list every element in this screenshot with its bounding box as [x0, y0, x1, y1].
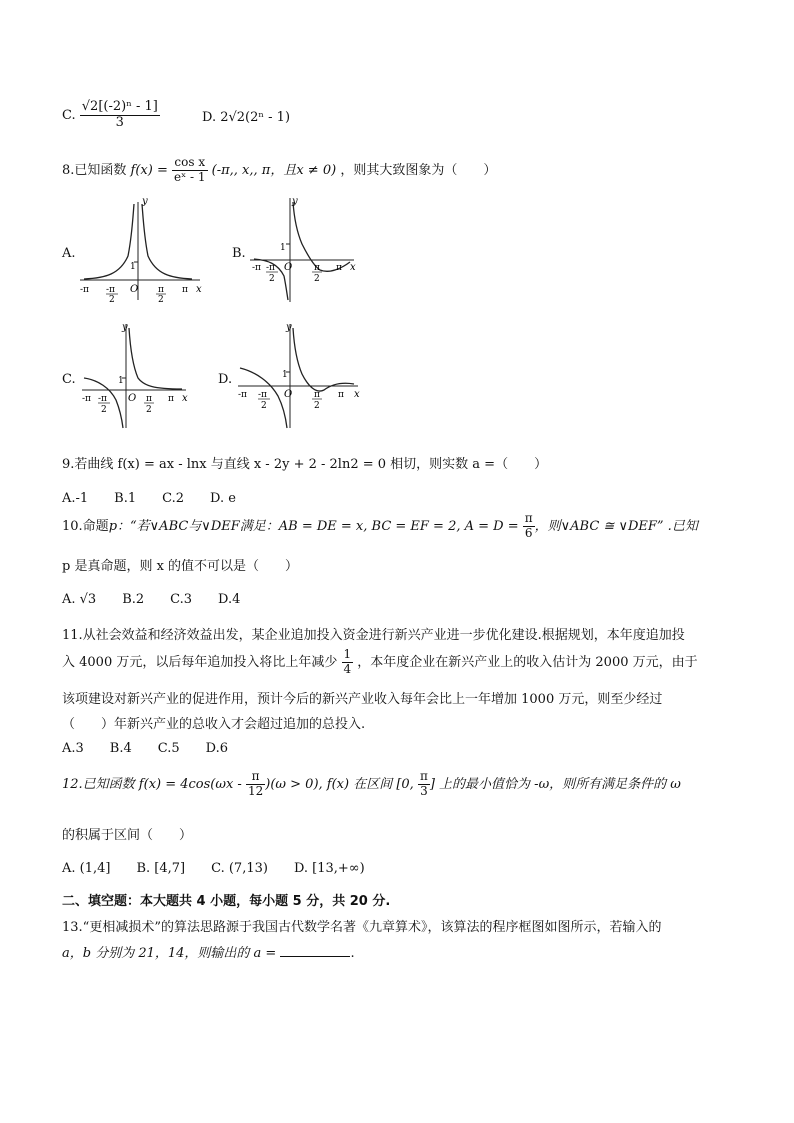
q11-fraction — [342, 648, 354, 677]
q11-options: A.3 B.4 C.5 D.6 — [62, 741, 228, 756]
q7-option-c-numerator: √2[(-2)ⁿ - 1] — [81, 99, 158, 114]
q8-graph-d — [234, 320, 364, 430]
q11-frac-den: 4 — [343, 661, 352, 676]
q8-a-label-o: O — [130, 284, 139, 295]
q8-b-label-o: O — [284, 262, 293, 273]
q12-frac2-den: 3 — [420, 783, 428, 798]
q8-c-label-o: O — [128, 393, 137, 404]
q8-c-tick-neg-half-pi: -π — [98, 394, 107, 404]
q11-frac-num: 1 — [343, 647, 352, 661]
q7-option-c-label: C. — [62, 107, 76, 123]
q8-fx: f(x) = — [130, 162, 168, 178]
q8-c-tick-two-right: 2 — [146, 405, 152, 415]
q12-line1 — [62, 770, 681, 799]
q12-frac1-num: π — [246, 770, 265, 785]
q10-p: p — [108, 518, 118, 534]
q8-graph-b — [246, 194, 362, 304]
q7-option-c-fraction — [80, 100, 160, 131]
q9-options: A.-1 B.1 C.2 D. e — [62, 491, 236, 506]
q8-option-a-label: A. — [62, 246, 76, 261]
q7-option-c — [62, 100, 160, 131]
q10-fraction — [523, 512, 535, 541]
q8-graph-c — [78, 320, 194, 430]
q8-c-label-x: x — [182, 393, 188, 404]
q8-c-tick-two-left: 2 — [101, 405, 107, 415]
q12-options: A. (1,4] B. [4,7] C. (7,13) D. [13,+∞) — [62, 861, 365, 876]
q8-d-tick-neg-half-pi: -π — [258, 390, 267, 400]
q8-b-tick-pi: π — [336, 263, 342, 273]
section-2-heading: 二、填空题：本大题共 4 小题，每小题 5 分，共 20 分. — [62, 894, 391, 909]
q8-b-label-x: x — [350, 262, 356, 273]
q8-c-tick-one: 1 — [118, 376, 124, 386]
q11-line1: 11.从社会效益和经济效益出发，某企业追加投入资金进行新兴产业进一步优化建设.根据规划，本年度追加投 — [62, 628, 685, 643]
q12-fraction-1 — [246, 770, 265, 799]
q8-option-b-label: B. — [232, 246, 246, 261]
q8-b-tick-neg-pi: -π — [252, 263, 261, 273]
q7-option-d-label: D. — [202, 110, 217, 125]
q8-prefix: 8.已知函数 — [62, 162, 127, 178]
q12-pre: 12.已知函数 f(x) = 4cos(ωx - — [62, 776, 242, 792]
q10-line2: p 是真命题，则 x 的值不可以是（ ） — [62, 559, 299, 574]
q8-suffix: ，则其大致图象为（ ） — [340, 162, 497, 178]
q8-a-tick-half-pi: π — [158, 285, 164, 295]
q10-condition: ：“若∨ABC与∨DEF满足：AB = DE = x, BC = EF = 2, A = D = — [117, 518, 519, 534]
q13-line2 — [62, 942, 355, 961]
q8-c-tick-neg-pi: -π — [82, 394, 91, 404]
q8-c-tick-half-pi: π — [146, 394, 152, 404]
q8-domain: (-π,, x,, π，且x ≠ 0) — [211, 162, 337, 178]
q8-d-tick-neg-pi: -π — [238, 390, 247, 400]
q10-line1 — [62, 512, 698, 541]
q8-b-tick-half-pi: π — [314, 263, 320, 273]
q8-a-tick-neg-pi: -π — [80, 285, 89, 295]
q7-option-d — [202, 110, 290, 125]
q8-b-tick-two-left: 2 — [269, 274, 275, 284]
q12-line2: 的积属于区间（ ） — [62, 828, 193, 843]
q8-d-tick-pi: π — [338, 390, 344, 400]
q8-d-tick-half-pi: π — [314, 390, 320, 400]
q11-line2-pre: 入 4000 万元，以后每年追加投入将比上年减少 — [62, 654, 338, 670]
q12-frac1-den: 12 — [247, 783, 264, 798]
q13-line2-text: a，b 分别为 21，14，则输出的 a = — [62, 946, 277, 961]
q8-option-c-label: C. — [62, 372, 76, 387]
q8-b-tick-two-right: 2 — [314, 274, 320, 284]
q11-line4: （ ）年新兴产业的总收入才会超过追加的总投入. — [62, 717, 366, 732]
q8-a-tick-two-right: 2 — [158, 295, 164, 304]
q8-d-label-o: O — [284, 389, 293, 400]
q8-a-label-x: x — [196, 284, 202, 295]
q10-frac-num: π — [524, 511, 533, 525]
q8-frac-den: eˣ - 1 — [174, 169, 206, 184]
q8-d-label-x: x — [354, 389, 360, 400]
q12-fraction-2 — [418, 770, 430, 799]
q8-a-label-y: y — [142, 196, 148, 207]
q8-stem — [62, 156, 496, 185]
q8-d-label-y: y — [286, 322, 292, 333]
q13-answer-blank[interactable] — [280, 944, 350, 957]
q11-line2-post: ，本年度企业在新兴产业上的收入估计为 2000 万元，由于 — [357, 654, 698, 670]
q11-line3: 该项建设对新兴产业的促进作用，预计今后的新兴产业收入每年会比上一年增加 1000 万元，则至少经过 — [62, 692, 663, 707]
q8-a-tick-two-left: 2 — [109, 295, 115, 304]
q8-c-tick-pi: π — [168, 394, 174, 404]
q12-mid: )(ω > 0), f(x) 在区间 [0, — [265, 776, 414, 792]
q8-fraction — [172, 156, 208, 185]
q8-option-d-label: D. — [218, 372, 233, 387]
q8-frac-num: cos x — [172, 156, 208, 171]
q8-b-tick-one: 1 — [280, 243, 286, 253]
q12-post: ] 上的最小值恰为 -ω，则所有满足条件的 ω — [429, 776, 681, 792]
q13-line1: 13.“更相减损术”的算法思路源于我国古代数学名著《九章算术》，该算法的程序框图如图所示，若输入的 — [62, 920, 662, 935]
q10-options: A. √3 B.2 C.3 D.4 — [62, 592, 241, 607]
q7-option-d-expr: 2√2(2ⁿ - 1) — [220, 110, 291, 125]
q8-b-label-y: y — [292, 196, 298, 207]
q10-frac-den: 6 — [524, 525, 533, 540]
q7-option-c-denominator: 3 — [115, 114, 124, 130]
q10-conclusion: ，则∨ABC ≅ ∨DEF” .已知 — [534, 518, 698, 534]
q13-period: . — [350, 946, 355, 961]
q8-d-tick-two-left: 2 — [261, 401, 267, 411]
q8-c-label-y: y — [122, 322, 128, 333]
q8-a-tick-neg-half-pi: -π — [106, 285, 115, 295]
q8-graph-a — [76, 196, 208, 304]
q8-d-tick-one: 1 — [282, 370, 288, 380]
q8-a-tick-pi: π — [182, 285, 188, 295]
q9-stem: 9.若曲线 f(x) = ax - lnx 与直线 x - 2y + 2 - 2ln2 = 0 相切，则实数 a =（ ） — [62, 457, 548, 472]
q8-a-tick-one: 1 — [130, 262, 136, 272]
q11-line2 — [62, 648, 698, 677]
q12-frac2-num: π — [419, 769, 428, 783]
q8-b-tick-neg-half-pi: -π — [266, 263, 275, 273]
q10-prefix: 10.命题 — [62, 518, 109, 534]
q8-d-tick-two-right: 2 — [314, 401, 320, 411]
